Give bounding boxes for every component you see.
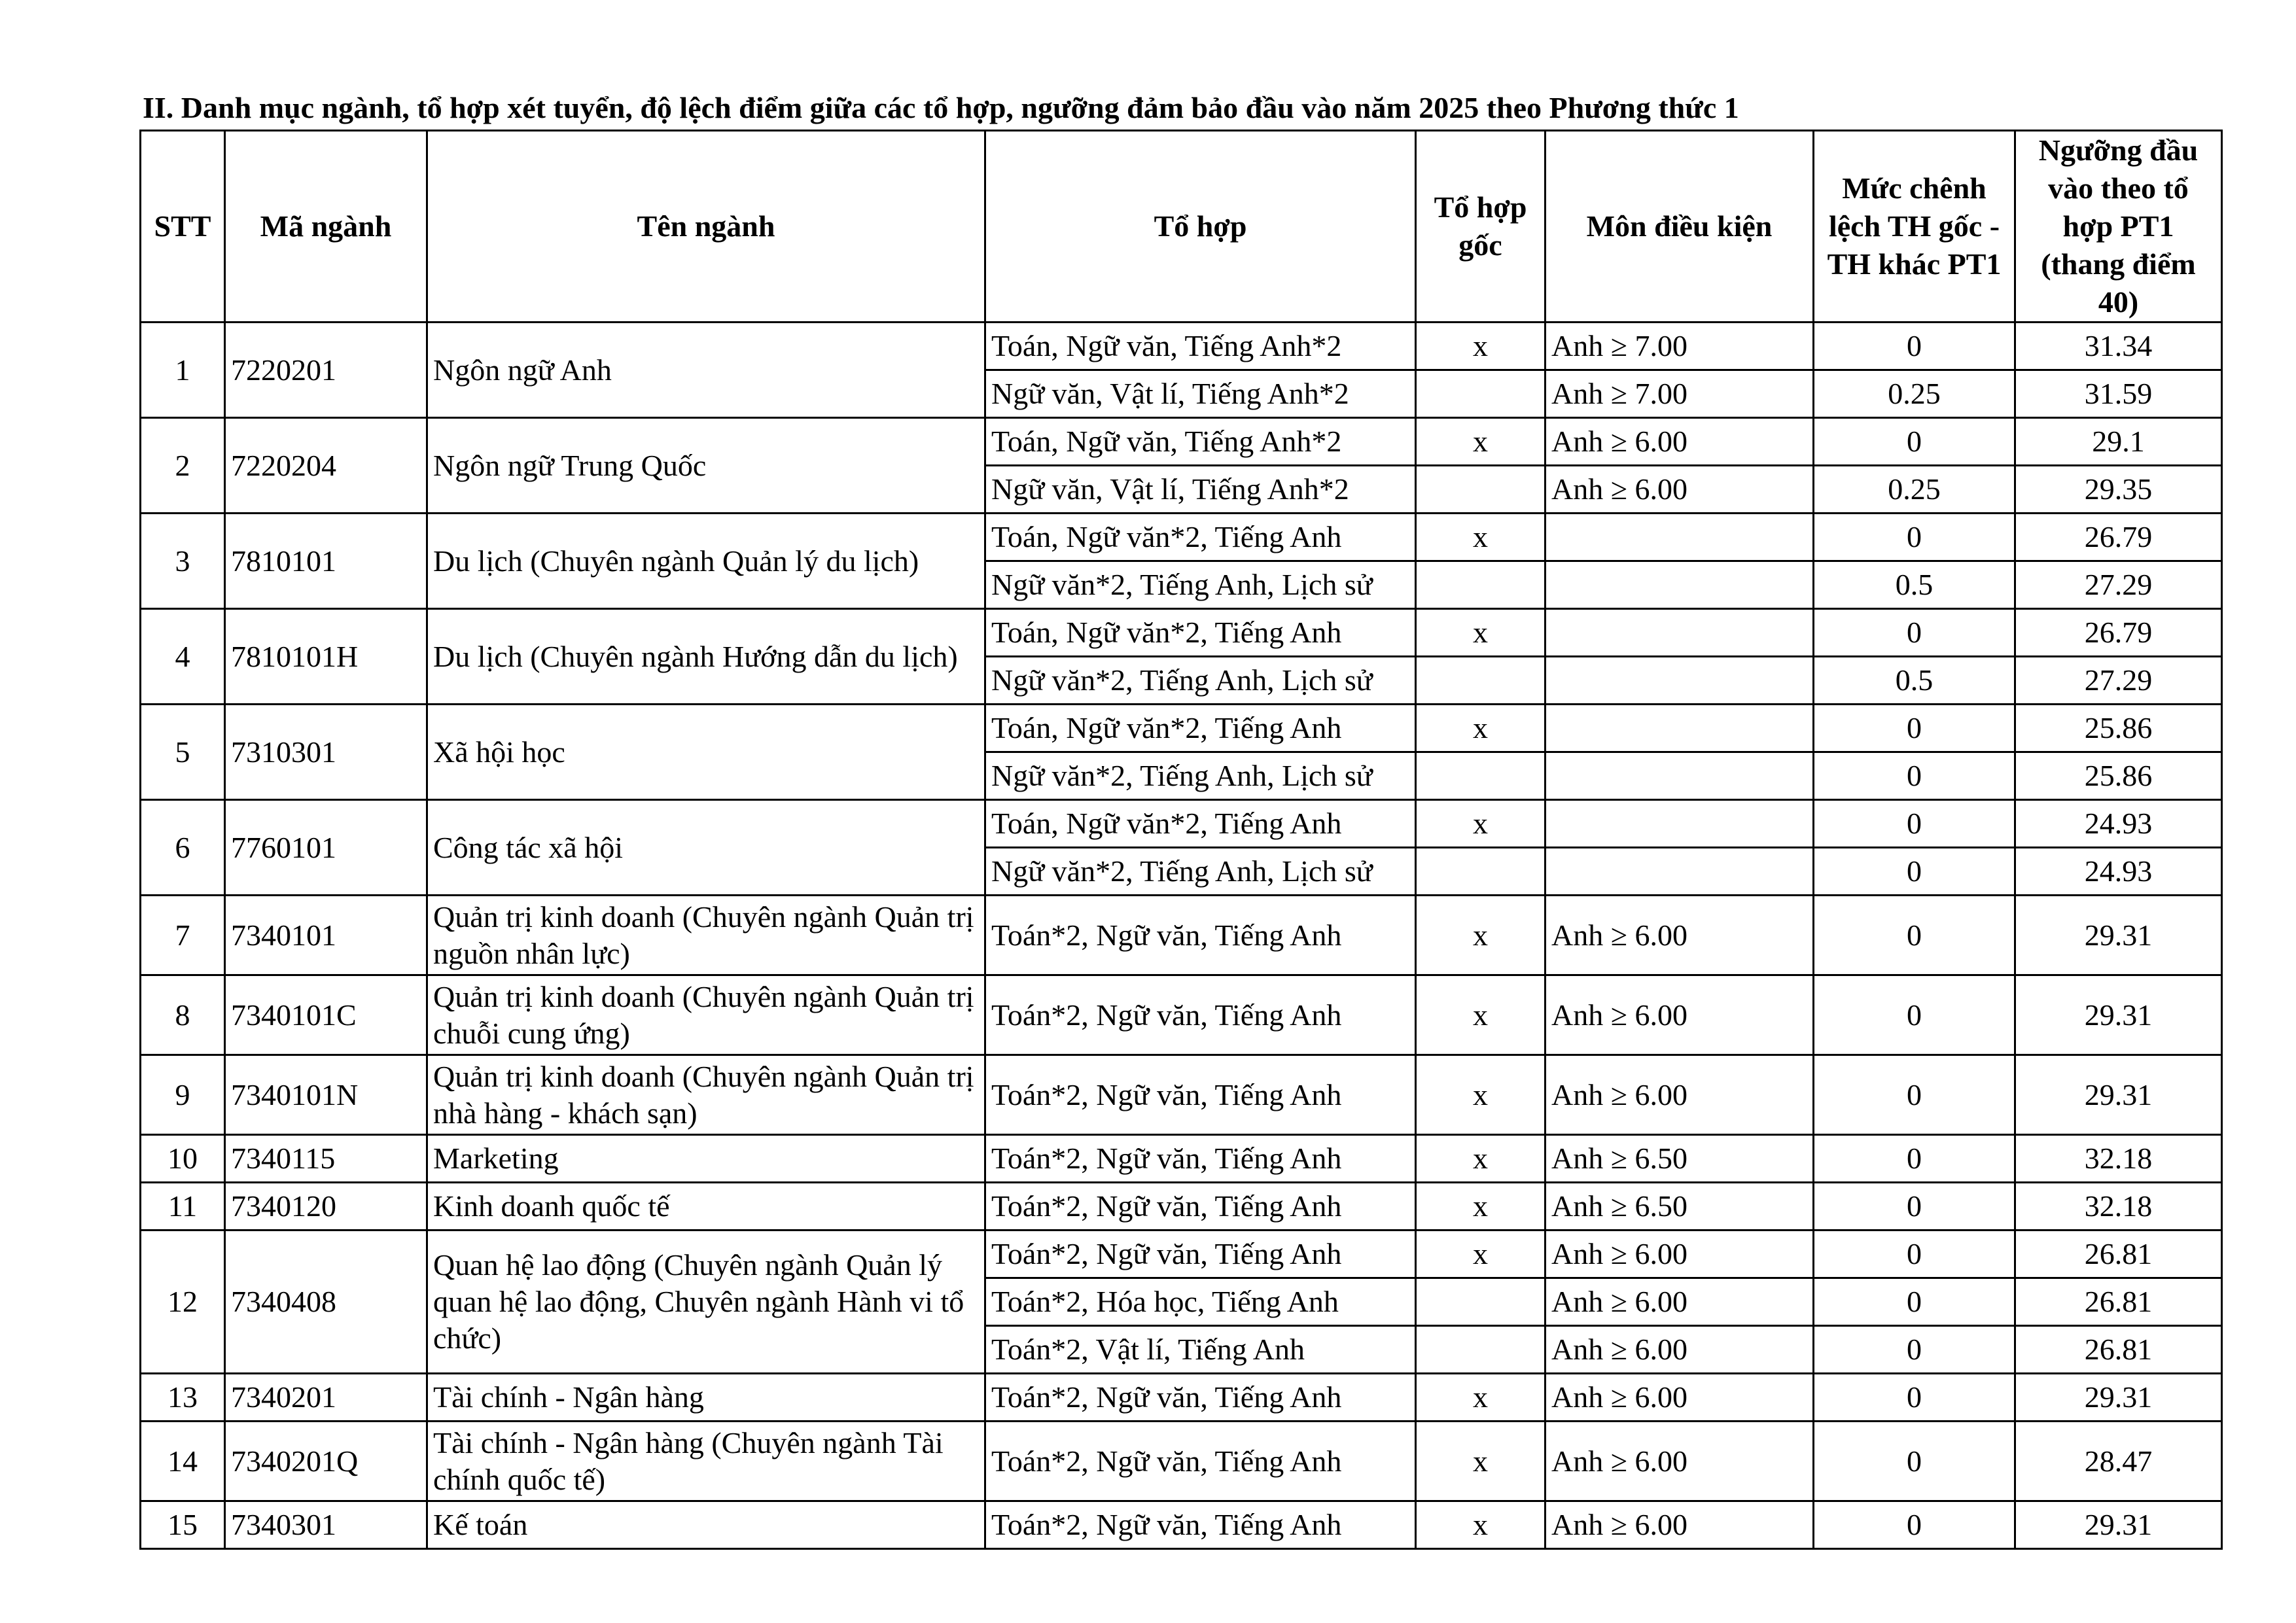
cell-name: Quản trị kinh doanh (Chuyên ngành Quản trị nhà hàng - khách sạn): [427, 1055, 985, 1135]
cell-original: [1416, 370, 1545, 418]
header-condition: Môn điều kiện: [1545, 131, 1814, 323]
cell-condition: Anh ≥ 7.00: [1545, 323, 1814, 370]
cell-stt: 10: [141, 1135, 225, 1183]
cell-original: x: [1416, 975, 1545, 1055]
cell-threshold: 28.47: [2015, 1422, 2222, 1501]
cell-threshold: 29.31: [2015, 975, 2222, 1055]
cell-threshold: 24.93: [2015, 848, 2222, 896]
table-body: [141, 323, 2222, 1549]
table-row: [141, 1183, 2222, 1230]
cell-code: 7340115: [225, 1135, 427, 1183]
cell-combo: Toán*2, Hóa học, Tiếng Anh: [985, 1278, 1416, 1326]
cell-diff: 0: [1814, 1501, 2015, 1549]
table-row: [141, 1374, 2222, 1422]
cell-diff: 0.25: [1814, 466, 2015, 514]
cell-code: 7340101C: [225, 975, 427, 1055]
cell-combo: Toán, Ngữ văn, Tiếng Anh*2: [985, 418, 1416, 466]
cell-condition: [1545, 657, 1814, 705]
cell-name: Tài chính - Ngân hàng (Chuyên ngành Tài chính quốc tế): [427, 1422, 985, 1501]
cell-stt: 2: [141, 418, 225, 514]
cell-condition: [1545, 848, 1814, 896]
header-code: Mã ngành: [225, 131, 427, 323]
cell-code: 7310301: [225, 705, 427, 800]
cell-combo: Toán*2, Ngữ văn, Tiếng Anh: [985, 975, 1416, 1055]
cell-condition: Anh ≥ 6.00: [1545, 1055, 1814, 1135]
cell-diff: 0: [1814, 418, 2015, 466]
cell-combo: Toán*2, Ngữ văn, Tiếng Anh: [985, 1501, 1416, 1549]
cell-threshold: 26.79: [2015, 514, 2222, 561]
cell-condition: Anh ≥ 6.00: [1545, 896, 1814, 975]
cell-code: 7220204: [225, 418, 427, 514]
cell-diff: 0: [1814, 1278, 2015, 1326]
cell-combo: Ngữ văn, Vật lí, Tiếng Anh*2: [985, 466, 1416, 514]
cell-stt: 9: [141, 1055, 225, 1135]
cell-original: x: [1416, 1374, 1545, 1422]
cell-combo: Toán, Ngữ văn, Tiếng Anh*2: [985, 323, 1416, 370]
table-row: [141, 705, 2222, 752]
header-diff: Mức chênh lệch TH gốc - TH khác PT1: [1814, 131, 2015, 323]
table-row: [141, 1055, 2222, 1135]
cell-diff: 0: [1814, 514, 2015, 561]
cell-combo: Ngữ văn*2, Tiếng Anh, Lịch sử: [985, 561, 1416, 609]
cell-combo: Toán*2, Ngữ văn, Tiếng Anh: [985, 1422, 1416, 1501]
cell-combo: Toán*2, Ngữ văn, Tiếng Anh: [985, 1230, 1416, 1278]
cell-stt: 7: [141, 896, 225, 975]
cell-diff: 0: [1814, 1230, 2015, 1278]
cell-original: [1416, 1278, 1545, 1326]
cell-code: 7220201: [225, 323, 427, 418]
cell-combo: Toán*2, Ngữ văn, Tiếng Anh: [985, 1055, 1416, 1135]
cell-stt: 15: [141, 1501, 225, 1549]
cell-condition: Anh ≥ 6.50: [1545, 1183, 1814, 1230]
cell-combo: Toán*2, Ngữ văn, Tiếng Anh: [985, 896, 1416, 975]
cell-diff: 0: [1814, 848, 2015, 896]
cell-condition: Anh ≥ 6.00: [1545, 975, 1814, 1055]
cell-threshold: 25.86: [2015, 705, 2222, 752]
cell-combo: Ngữ văn, Vật lí, Tiếng Anh*2: [985, 370, 1416, 418]
cell-name: Marketing: [427, 1135, 985, 1183]
cell-code: 7340408: [225, 1230, 427, 1374]
cell-threshold: 29.31: [2015, 1055, 2222, 1135]
cell-threshold: 32.18: [2015, 1135, 2222, 1183]
cell-original: x: [1416, 800, 1545, 848]
cell-diff: 0.25: [1814, 370, 2015, 418]
cell-original: [1416, 1326, 1545, 1374]
cell-stt: 11: [141, 1183, 225, 1230]
cell-combo: Toán*2, Ngữ văn, Tiếng Anh: [985, 1183, 1416, 1230]
cell-original: x: [1416, 609, 1545, 657]
cell-diff: 0: [1814, 752, 2015, 800]
cell-condition: Anh ≥ 6.00: [1545, 418, 1814, 466]
cell-code: 7760101: [225, 800, 427, 896]
table-row: [141, 896, 2222, 975]
cell-code: 7340101N: [225, 1055, 427, 1135]
cell-threshold: 27.29: [2015, 561, 2222, 609]
cell-original: x: [1416, 323, 1545, 370]
cell-threshold: 29.35: [2015, 466, 2222, 514]
cell-diff: 0.5: [1814, 657, 2015, 705]
cell-diff: 0: [1814, 1422, 2015, 1501]
cell-name: Quản trị kinh doanh (Chuyên ngành Quản trị nguồn nhân lực): [427, 896, 985, 975]
cell-name: Tài chính - Ngân hàng: [427, 1374, 985, 1422]
cell-diff: 0: [1814, 1374, 2015, 1422]
table-row: [141, 975, 2222, 1055]
header-original: Tổ hợp gốc: [1416, 131, 1545, 323]
table-row: [141, 1422, 2222, 1501]
table-row: [141, 1135, 2222, 1183]
cell-original: [1416, 466, 1545, 514]
cell-condition: Anh ≥ 6.00: [1545, 1374, 1814, 1422]
cell-code: 7340120: [225, 1183, 427, 1230]
cell-name: Kế toán: [427, 1501, 985, 1549]
cell-combo: Toán, Ngữ văn*2, Tiếng Anh: [985, 609, 1416, 657]
cell-combo: Ngữ văn*2, Tiếng Anh, Lịch sử: [985, 848, 1416, 896]
cell-stt: 13: [141, 1374, 225, 1422]
cell-original: x: [1416, 1422, 1545, 1501]
cell-threshold: 29.31: [2015, 1374, 2222, 1422]
cell-combo: Ngữ văn*2, Tiếng Anh, Lịch sử: [985, 657, 1416, 705]
cell-threshold: 26.79: [2015, 609, 2222, 657]
cell-condition: [1545, 705, 1814, 752]
cell-original: x: [1416, 1135, 1545, 1183]
cell-condition: Anh ≥ 6.00: [1545, 466, 1814, 514]
header-name: Tên ngành: [427, 131, 985, 323]
cell-condition: Anh ≥ 6.00: [1545, 1422, 1814, 1501]
cell-diff: 0: [1814, 609, 2015, 657]
table-header-row: [141, 131, 2222, 323]
cell-name: Quan hệ lao động (Chuyên ngành Quản lý quan hệ lao động, Chuyên ngành Hành vi tổ chức): [427, 1230, 985, 1374]
cell-name: Công tác xã hội: [427, 800, 985, 896]
table-row: [141, 1230, 2222, 1278]
cell-stt: 12: [141, 1230, 225, 1374]
cell-threshold: 24.93: [2015, 800, 2222, 848]
cell-condition: [1545, 800, 1814, 848]
cell-threshold: 27.29: [2015, 657, 2222, 705]
cell-condition: Anh ≥ 6.00: [1545, 1501, 1814, 1549]
cell-original: x: [1416, 1501, 1545, 1549]
cell-combo: Toán, Ngữ văn*2, Tiếng Anh: [985, 800, 1416, 848]
cell-stt: 6: [141, 800, 225, 896]
cell-diff: 0: [1814, 975, 2015, 1055]
cell-name: Du lịch (Chuyên ngành Hướng dẫn du lịch): [427, 609, 985, 705]
table-row: [141, 609, 2222, 657]
cell-original: x: [1416, 1230, 1545, 1278]
cell-original: x: [1416, 896, 1545, 975]
cell-combo: Toán, Ngữ văn*2, Tiếng Anh: [985, 705, 1416, 752]
cell-code: 7340101: [225, 896, 427, 975]
cell-stt: 3: [141, 514, 225, 609]
cell-name: Ngôn ngữ Trung Quốc: [427, 418, 985, 514]
cell-original: x: [1416, 705, 1545, 752]
cell-original: [1416, 657, 1545, 705]
cell-diff: 0: [1814, 800, 2015, 848]
cell-name: Quản trị kinh doanh (Chuyên ngành Quản trị chuỗi cung ứng): [427, 975, 985, 1055]
cell-stt: 5: [141, 705, 225, 800]
cell-name: Ngôn ngữ Anh: [427, 323, 985, 418]
header-threshold: Ngưỡng đầu vào theo tổ hợp PT1 (thang điểm 40): [2015, 131, 2222, 323]
cell-stt: 4: [141, 609, 225, 705]
cell-code: 7810101: [225, 514, 427, 609]
cell-name: Xã hội học: [427, 705, 985, 800]
cell-condition: [1545, 752, 1814, 800]
cell-combo: Ngữ văn*2, Tiếng Anh, Lịch sử: [985, 752, 1416, 800]
cell-threshold: 29.31: [2015, 896, 2222, 975]
cell-diff: 0: [1814, 1326, 2015, 1374]
cell-condition: [1545, 514, 1814, 561]
cell-combo: Toán*2, Vật lí, Tiếng Anh: [985, 1326, 1416, 1374]
table-row: [141, 514, 2222, 561]
cell-original: [1416, 561, 1545, 609]
table-row: [141, 323, 2222, 370]
cell-code: 7340201: [225, 1374, 427, 1422]
cell-threshold: 26.81: [2015, 1230, 2222, 1278]
cell-code: 7340301: [225, 1501, 427, 1549]
cell-combo: Toán, Ngữ văn*2, Tiếng Anh: [985, 514, 1416, 561]
cell-condition: [1545, 561, 1814, 609]
cell-threshold: 26.81: [2015, 1278, 2222, 1326]
cell-diff: 0: [1814, 896, 2015, 975]
cell-condition: Anh ≥ 7.00: [1545, 370, 1814, 418]
cell-stt: 8: [141, 975, 225, 1055]
cell-combo: Toán*2, Ngữ văn, Tiếng Anh: [985, 1135, 1416, 1183]
cell-original: [1416, 848, 1545, 896]
cell-diff: 0: [1814, 1055, 2015, 1135]
cell-diff: 0: [1814, 1183, 2015, 1230]
admission-table: [139, 130, 2223, 1550]
page-title: II. Danh mục ngành, tổ hợp xét tuyển, độ lệch điểm giữa các tổ hợp, ngưỡng đảm bảo đầu vào năm 2025 theo Phương thức 1: [143, 91, 1739, 124]
cell-diff: 0: [1814, 705, 2015, 752]
cell-threshold: 29.1: [2015, 418, 2222, 466]
cell-original: [1416, 752, 1545, 800]
table-row: [141, 1501, 2222, 1549]
cell-threshold: 25.86: [2015, 752, 2222, 800]
cell-threshold: 29.31: [2015, 1501, 2222, 1549]
header-combo: Tổ hợp: [985, 131, 1416, 323]
cell-diff: 0: [1814, 323, 2015, 370]
table-row: [141, 800, 2222, 848]
cell-combo: Toán*2, Ngữ văn, Tiếng Anh: [985, 1374, 1416, 1422]
cell-code: 7340201Q: [225, 1422, 427, 1501]
cell-condition: Anh ≥ 6.00: [1545, 1230, 1814, 1278]
cell-diff: 0: [1814, 1135, 2015, 1183]
cell-condition: [1545, 609, 1814, 657]
cell-original: x: [1416, 418, 1545, 466]
cell-condition: Anh ≥ 6.50: [1545, 1135, 1814, 1183]
cell-condition: Anh ≥ 6.00: [1545, 1326, 1814, 1374]
header-stt: STT: [141, 131, 225, 323]
cell-code: 7810101H: [225, 609, 427, 705]
cell-threshold: 32.18: [2015, 1183, 2222, 1230]
cell-original: x: [1416, 514, 1545, 561]
cell-condition: Anh ≥ 6.00: [1545, 1278, 1814, 1326]
cell-stt: 14: [141, 1422, 225, 1501]
cell-threshold: 31.59: [2015, 370, 2222, 418]
cell-name: Kinh doanh quốc tế: [427, 1183, 985, 1230]
cell-threshold: 31.34: [2015, 323, 2222, 370]
cell-name: Du lịch (Chuyên ngành Quản lý du lịch): [427, 514, 985, 609]
cell-original: x: [1416, 1183, 1545, 1230]
cell-diff: 0.5: [1814, 561, 2015, 609]
table-row: [141, 418, 2222, 466]
cell-original: x: [1416, 1055, 1545, 1135]
cell-stt: 1: [141, 323, 225, 418]
cell-threshold: 26.81: [2015, 1326, 2222, 1374]
